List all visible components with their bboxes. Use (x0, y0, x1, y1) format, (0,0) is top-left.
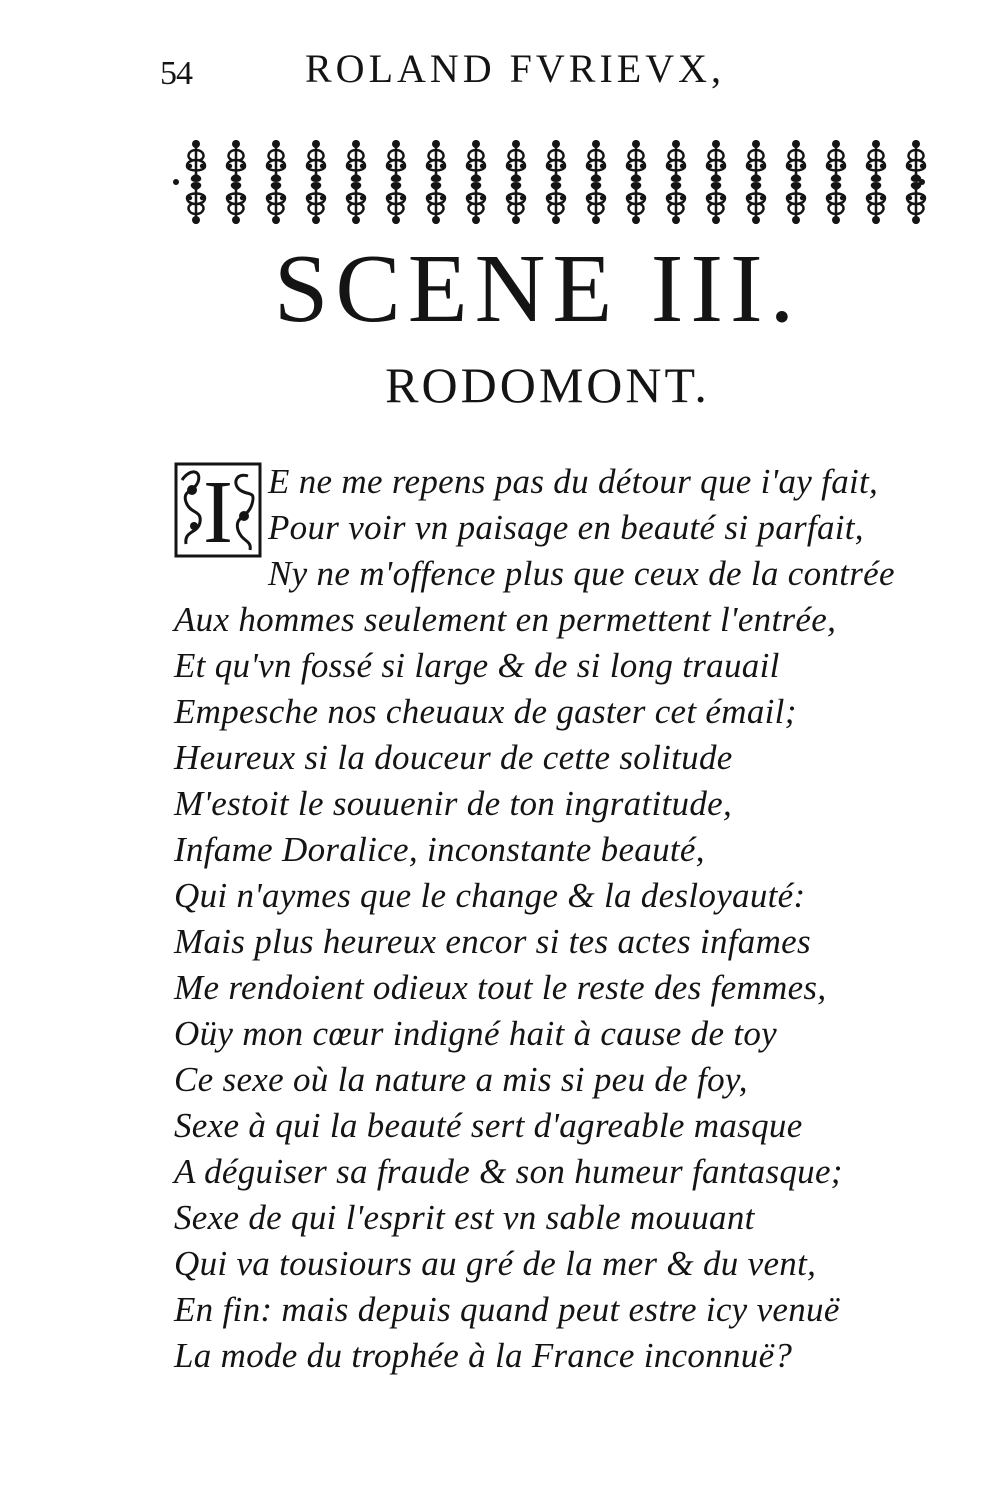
verse-line: A déguiser sa fraude & son humeur fantasque; (174, 1152, 843, 1191)
scene-title: SCENE III. (273, 235, 802, 343)
verse-line: Qui va tousiours au gré de la mer & du vent, (174, 1244, 817, 1283)
verse-line: Mais plus heureux encor si tes actes infames (174, 922, 811, 961)
verse-line: E ne me repens pas du détour que i'ay fait, (268, 462, 879, 501)
verse-line: Aux hommes seulement en permettent l'entrée, (174, 600, 837, 639)
running-head: ROLAND FVRIEVX, (305, 46, 725, 91)
verse-line: Me rendoient odieux tout le reste des femmes, (174, 968, 827, 1007)
fleuron-row-upper (187, 140, 925, 182)
fleuron-row-lower (187, 182, 925, 224)
verse-line: En fin: mais depuis quand peut estre icy venuë (174, 1290, 840, 1329)
verse-line: Ce sexe où la nature a mis si peu de foy, (174, 1060, 748, 1099)
fleuron-ornament-band (170, 132, 928, 232)
speaker-name: RODOMONT. (385, 357, 710, 413)
verse-line: Heureux si la douceur de cette solitude (174, 738, 733, 777)
verse-line: Pour voir vn paisage en beauté si parfait, (268, 508, 864, 547)
verse-line: M'estoit le souuenir de ton ingratitude, (174, 784, 733, 823)
verse-line: Et qu'vn fossé si large & de si long trauail (174, 646, 780, 685)
verse-line: La mode du trophée à la France inconnuë? (174, 1336, 793, 1375)
verse-line: Empesche nos cheuaux de gaster cet émail; (174, 692, 797, 731)
decorated-initial (172, 460, 264, 560)
verse-line: Sexe à qui la beauté sert d'agreable masque (174, 1106, 803, 1145)
verse-line: Qui n'aymes que le change & la desloyauté: (174, 876, 806, 915)
verse-line: Sexe de qui l'esprit est vn sable mouuant (174, 1198, 755, 1237)
verse-line: Infame Doralice, inconstante beauté, (174, 830, 705, 869)
verse-line: Ny ne m'offence plus que ceux de la contrée (268, 554, 895, 593)
initial-letter: I (203, 463, 233, 560)
verse-line: Oüy mon cœur indigné hait à cause de toy (174, 1014, 778, 1053)
page-number: 54 (160, 55, 192, 92)
